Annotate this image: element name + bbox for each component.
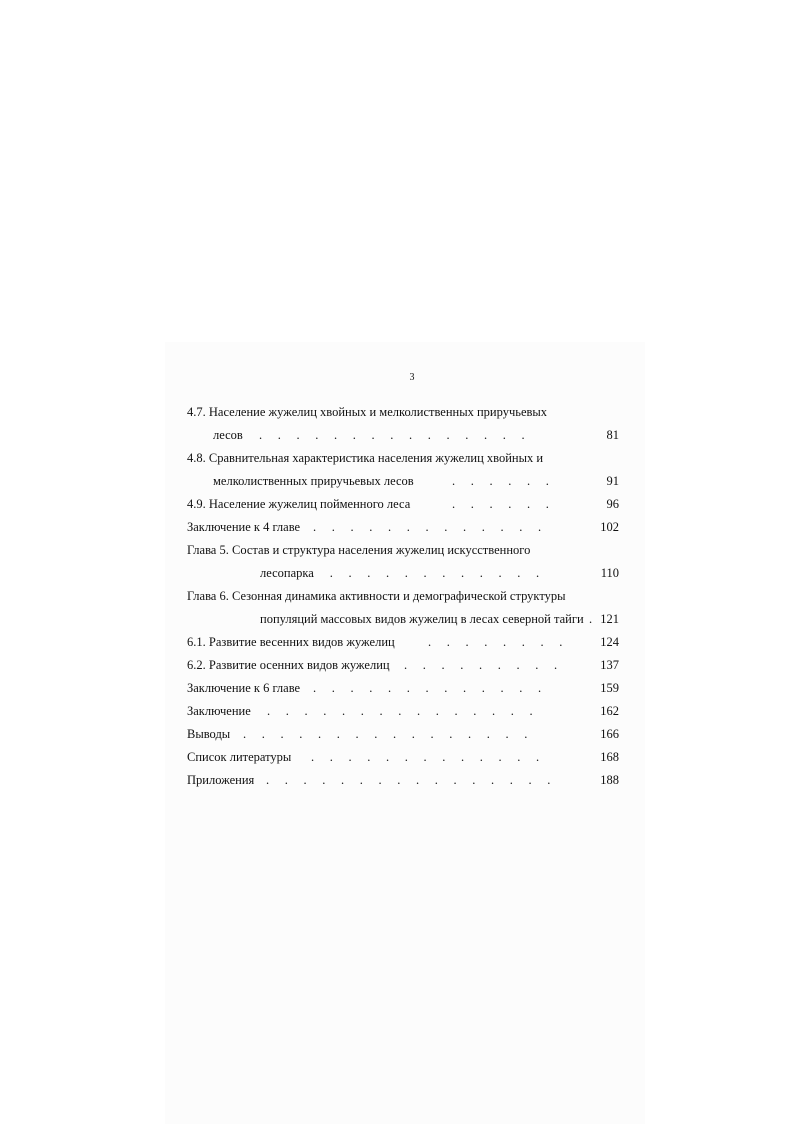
toc-entry-title: Выводы — [187, 727, 231, 741]
toc-page-number: 124 — [600, 635, 619, 649]
dot-leader: . . . . . . — [452, 497, 549, 511]
toc-page-number: 188 — [600, 773, 619, 787]
dot-leader: . . . . . . . . . . . . . . . . — [266, 773, 551, 787]
toc-entry-title-continued: мелколиственных приручьевых лесов — [213, 474, 414, 488]
toc-entry-4-9 — [187, 496, 633, 512]
toc-page-number: 162 — [600, 704, 619, 718]
toc-entry-title: Заключение — [187, 704, 251, 718]
toc-entry-title: Список литературы — [187, 750, 292, 764]
toc-entry-4-8-line2 — [187, 473, 633, 489]
toc-entry-title: 6.2. Развитие осенних видов жужелиц — [187, 658, 390, 672]
toc-entry-title-continued: лесов — [213, 428, 243, 442]
toc-entry-title: Заключение к 6 главе — [187, 681, 301, 695]
toc-entry-chapter-5-line2 — [187, 565, 633, 581]
toc-page-number: 102 — [600, 520, 619, 534]
dot-leader: . . . . . . . . . — [404, 658, 558, 672]
toc-entry-title: Глава 6. Сезонная динамика активности и демографической структуры — [187, 589, 566, 603]
dot-leader: . . . . . . . . . . . . . — [311, 566, 540, 580]
toc-page-number: 121 — [600, 612, 619, 626]
dot-leader: . . . . . . — [452, 474, 549, 488]
toc-entry-title: Глава 5. Состав и структура населения жужелиц искусственного — [187, 543, 531, 557]
toc-entry-references — [187, 749, 633, 765]
toc-page-number: 137 — [600, 658, 619, 672]
toc-entry-conclusion-ch4 — [187, 519, 633, 535]
toc-entry-title: 4.7. Население жужелиц хвойных и мелколиственных приручьевых — [187, 405, 548, 419]
dot-leader: . . . . . . . . . . . . . — [313, 681, 542, 695]
toc-entry-conclusions — [187, 726, 633, 742]
toc-entry-title: Заключение к 4 главе — [187, 520, 301, 534]
toc-entry-title: Приложения — [187, 773, 255, 787]
page-number: 3 — [409, 372, 415, 383]
toc-entry-appendices — [187, 772, 633, 788]
dot-leader: . . . . . . . . — [428, 635, 563, 649]
toc-entry-title-continued: лесопарка — [260, 566, 314, 580]
toc-entry-title: 6.1. Развитие весенних видов жужелиц — [187, 635, 395, 649]
toc-entry-conclusion — [187, 703, 633, 719]
dot-leader: . . . . . . . . . . . . . . . — [267, 704, 533, 718]
toc-entry-chapter-6-line1 — [187, 588, 633, 604]
dot-leader: . . . . . . . . . . . . . . . — [259, 428, 525, 442]
toc-entry-6-1 — [187, 634, 633, 650]
toc-entry-chapter-5-line1 — [187, 542, 633, 558]
toc-page-number: 166 — [600, 727, 619, 741]
toc-entry-conclusion-ch6 — [187, 680, 633, 696]
toc-page-number: 110 — [600, 566, 619, 580]
toc-page-number: 96 — [606, 497, 619, 511]
toc-entry-6-2 — [187, 657, 633, 673]
dot-leader: . . . . . . . . . . . . . — [313, 520, 542, 534]
toc-entry-4-7-line1 — [187, 404, 633, 420]
dot-leader: . . . . . . . . . . . . . . . . — [243, 727, 528, 741]
toc-page-number: 91 — [606, 474, 619, 488]
dot-leader: . . . . . . . . . . . . . — [311, 750, 540, 764]
toc-entry-4-7-line2 — [187, 427, 633, 443]
toc-entry-title-continued: популяций массовых видов жужелиц в лесах северной тайги — [260, 612, 584, 626]
dot-leader: . — [589, 612, 593, 626]
toc-page-number: 81 — [606, 428, 619, 442]
toc-page-number: 168 — [600, 750, 619, 764]
toc-entry-chapter-6-line2 — [187, 611, 633, 627]
toc-entry-title: 4.9. Население жужелиц пойменного леса — [187, 497, 411, 511]
toc-entry-4-8-line1 — [187, 450, 633, 466]
toc-page-number: 159 — [600, 681, 619, 695]
toc-entry-title: 4.8. Сравнительная характеристика населения жужелиц хвойных и — [187, 451, 544, 465]
